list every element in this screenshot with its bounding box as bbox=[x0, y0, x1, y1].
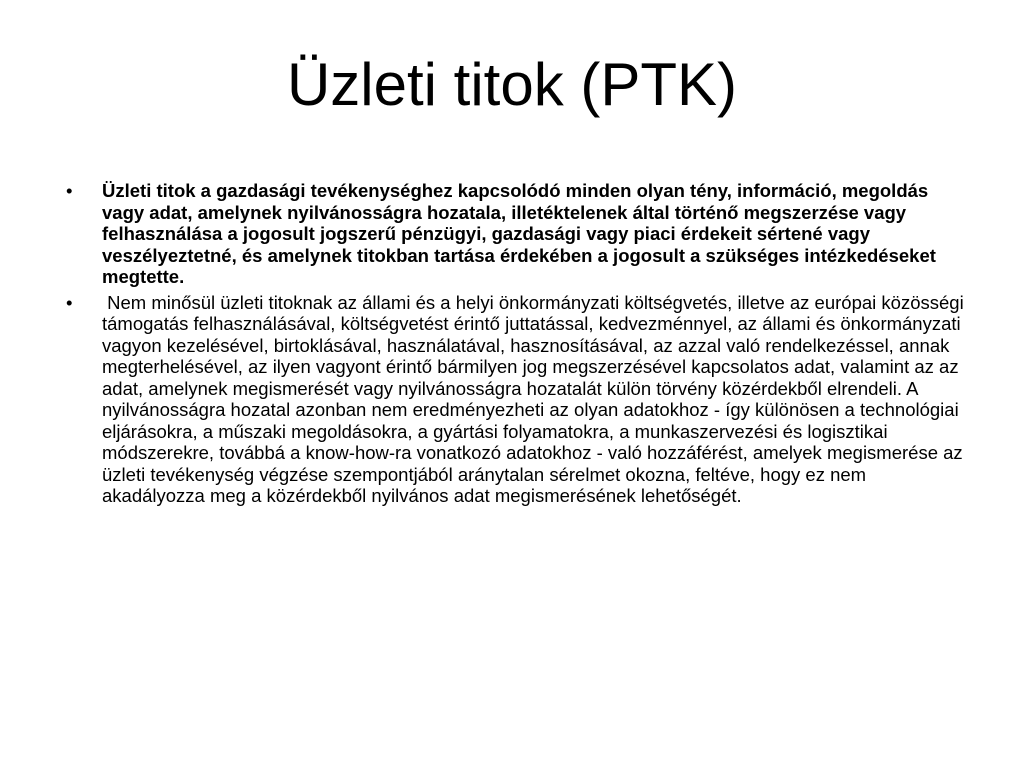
bullet-item-exceptions bbox=[66, 291, 969, 507]
bullet-text-definition: Üzleti titok a gazdasági tevékenységhez kapcsolódó minden olyan tény, információ, megoldás vagy adat, amelynek nyilvánosságra hozatala, illetéktelenek által történő megszerzése vagy felhasználása a jogosult jogszerű pénzügyi, gazdasági vagy piaci érdekeit sértené vagy veszélyeztetné, és amelynek titokban tartása érdekében a jogosult a szükséges intézkedéseket megtette. bbox=[102, 180, 936, 287]
bullet-item-definition bbox=[66, 180, 966, 288]
slide-title: Üzleti titok (PTK) bbox=[286, 51, 738, 118]
bullet-text-exceptions: Nem minősül üzleti titoknak az állami és a helyi önkormányzati költségvetés, illetve az európai közösségi támogatás felhasználásával, költségvetést érintő juttatással, kedvezménnyel, az állami és önkormányzati vagyon kezelésével, birtoklásával, használatával, hasznosításával, az azzal való rendelkezéssel, annak megterhelésével, az ilyen vagyont érintő bármilyen jog megszerzésével kapcsolatos adat, valamint az az adat, amelynek megismerését vagy nyilvánosságra hozatalát külön törvény közérdekből elrendeli. A nyilvánosságra hozatal azonban nem eredményezheti az olyan adatokhoz - így különösen a technológiai eljárásokra, a műszaki megoldásokra, a gyártási folyamatokra, a munkaszervezési és logisztikai módszerekre, továbbá a know-how-ra vonatkozó adatokhoz - való hozzáférést, amelyek megismerése az üzleti tevékenység végzése szempontjából aránytalan sérelmet okozna, feltéve, hogy ez nem akadályozza meg a közérdekből nyilvános adat megismerésének lehetőségét. bbox=[102, 291, 969, 506]
bullet-list bbox=[66, 180, 969, 511]
bullet-dot-icon: • bbox=[66, 291, 73, 313]
bullet-dot-icon: • bbox=[66, 180, 73, 201]
